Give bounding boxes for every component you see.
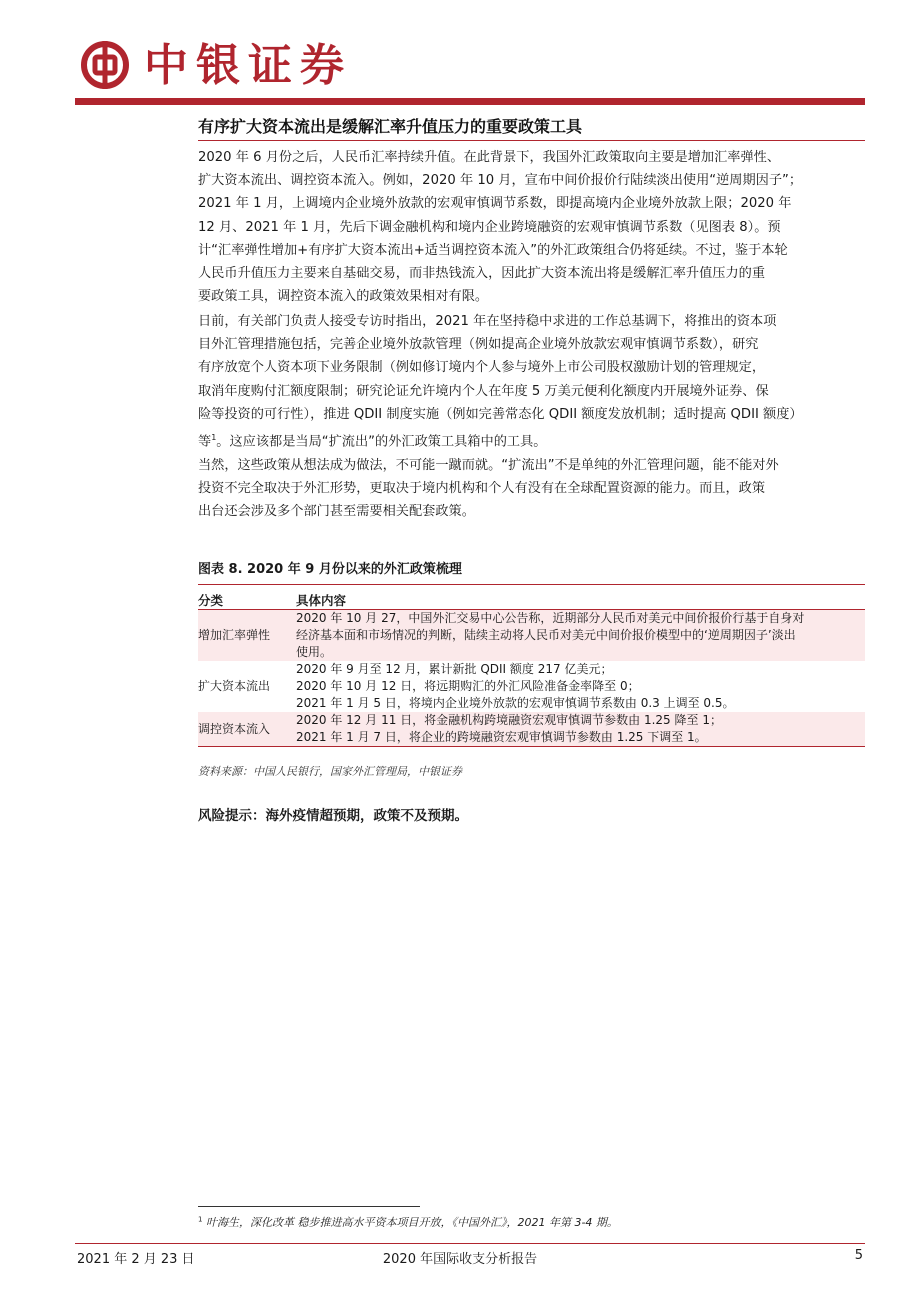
footnote-mark: 1 bbox=[198, 1215, 203, 1224]
table-row bbox=[198, 712, 865, 747]
content-line: 2020 年 12 月 11 日，将金融机构跨境融资宏观审慎调节参数由 1.25 降至 1； bbox=[296, 713, 722, 727]
paragraph-line: 投资不完全取决于外汇形势，更取决于境内机构和个人有没有在全球配置资源的能力。而且，政策 bbox=[198, 481, 766, 497]
footer-report-title: 2020 年国际收支分析报告 bbox=[382, 1252, 538, 1267]
row-category: 扩大资本流出 bbox=[198, 679, 271, 693]
paragraph-line: 当然，这些政策从想法成为做法，不可能一蹴而就。“扩流出”不是单纯的外汇管理问题，能不能对外 bbox=[198, 458, 779, 473]
section-title: 有序扩大资本流出是缓解汇率升值压力的重要政策工具 bbox=[198, 117, 583, 136]
content-line: 2020 年 10 月 27，中国外汇交易中心公告称，近期部分人民币对美元中间价报价行基于自身对 bbox=[296, 611, 805, 625]
paragraph-line: 出台还会涉及多个部门甚至需要相关配套政策。 bbox=[198, 504, 475, 520]
column-header-category: 分类 bbox=[198, 590, 296, 610]
risk-warning: 风险提示：海外疫情超预期，政策不及预期。 bbox=[198, 808, 468, 824]
page-number: 5 bbox=[854, 1248, 863, 1263]
table-row bbox=[198, 610, 865, 662]
text-fragment: 等 bbox=[198, 434, 212, 450]
content-line: 使用。 bbox=[296, 645, 333, 659]
footnote-text: 叶海生，深化改革 稳步推进高水平资本项目开放，《中国外汇》，2021 年第 3-4 期。 bbox=[202, 1216, 618, 1229]
table-row bbox=[198, 661, 865, 712]
paragraph-line: 有序放宽个人资本项下业务限制（例如修订境内个人参与境外上市公司股权激励计划的管理规定， bbox=[198, 360, 766, 376]
policy-table bbox=[198, 590, 865, 747]
paragraph-line: 取消年度购付汇额度限制；研究论证允许境内个人在年度 5 万美元便利化额度内开展境外证券、保 bbox=[198, 383, 769, 399]
paragraph-line: 要政策工具，调控资本流入的政策效果相对有限。 bbox=[198, 289, 489, 305]
figure-title: 图表 8. 2020 年 9 月份以来的外汇政策梳理 bbox=[198, 562, 462, 577]
content-line: 2021 年 1 月 5 日，将境内企业境外放款的宏观审慎调节系数由 0.3 上调至 0.5。 bbox=[296, 696, 735, 710]
paragraph-3 bbox=[198, 454, 865, 524]
text-fragment: 。这应该都是当局“扩流出”的外汇政策工具箱中的工具。 bbox=[216, 434, 547, 450]
figure-title-rule bbox=[198, 584, 865, 585]
paragraph-2 bbox=[198, 310, 865, 454]
paragraph-line: 险等投资的可行性），推进 QDII 制度实施（例如完善常态化 QDII 额度发放机制；适时提高 QDII 额度） bbox=[198, 406, 803, 422]
content-line: 2020 年 10 月 12 日，将远期购汇的外汇风险准备金率降至 0； bbox=[296, 679, 640, 693]
row-category: 调控资本流入 bbox=[198, 712, 296, 747]
paragraph-line: 目外汇管理措施包括，完善企业境外放款管理（例如提高企业境外放款宏观审慎调节系数），研究 bbox=[198, 337, 759, 353]
brand-logo bbox=[80, 38, 380, 94]
footer-rule bbox=[75, 1243, 865, 1244]
content-line: 2021 年 1 月 7 日，将企业的跨境融资宏观审慎调节参数由 1.25 下调至 1。 bbox=[296, 730, 707, 744]
footnote-rule bbox=[198, 1206, 420, 1207]
bank-of-china-logo-icon bbox=[80, 40, 130, 90]
row-category: 增加汇率弹性 bbox=[198, 610, 296, 662]
brand-name: 中银证券 bbox=[144, 40, 352, 91]
footnote-reference[interactable]: 1 bbox=[211, 433, 217, 443]
footer-date: 2021 年 2 月 23 日 bbox=[77, 1252, 195, 1267]
paragraph-line: 人民币升值压力主要来自基础交易，而非热钱流入，因此扩大资本流出将是缓解汇率升值压力的重 bbox=[198, 266, 766, 282]
paragraph-1 bbox=[198, 146, 865, 308]
paragraph-line: 2020 年 6 月份之后，人民币汇率持续升值。在此背景下，我国外汇政策取向主要是增加汇率弹性、 bbox=[198, 150, 781, 165]
content-line: 经济基本面和市场情况的判断，陆续主动将人民币对美元中间价报价模型中的‘逆周期因子’淡出 bbox=[296, 628, 796, 642]
section-rule bbox=[198, 140, 865, 141]
paragraph-line: 日前，有关部门负责人接受专访时指出，2021 年在坚持稳中求进的工作总基调下，将推出的资本项 bbox=[198, 314, 777, 329]
paragraph-line: 计“汇率弹性增加+有序扩大资本流出+适当调控资本流入”的外汇政策组合仍将延续。不过，鉴于本轮 bbox=[198, 242, 788, 258]
figure-source: 资料来源：中国人民银行，国家外汇管理局，中银证券 bbox=[198, 765, 462, 778]
content-line: 2020 年 9 月至 12 月，累计新批 QDII 额度 217 亿美元； bbox=[296, 662, 613, 676]
paragraph-line: 扩大资本流出、调控资本流入。例如，2020 年 10 月，宣布中间价报价行陆续淡出使用“逆周期因子”； bbox=[198, 173, 803, 189]
table-header-row bbox=[198, 590, 865, 610]
paragraph-line: 12 月、2021 年 1 月，先后下调金融机构和境内企业跨境融资的宏观审慎调节系数（见图表 8）。预 bbox=[198, 219, 781, 235]
header-rule bbox=[75, 98, 865, 105]
row-content bbox=[296, 661, 865, 712]
row-content bbox=[296, 610, 865, 662]
paragraph-line-last bbox=[198, 426, 865, 454]
paragraph-line: 2021 年 1 月，上调境内企业境外放款的宏观审慎调节系数，即提高境内企业境外放款上限；2020 年 bbox=[198, 196, 792, 212]
row-content bbox=[296, 712, 865, 747]
column-header-content: 具体内容 bbox=[296, 590, 865, 610]
footnote bbox=[198, 1214, 618, 1230]
